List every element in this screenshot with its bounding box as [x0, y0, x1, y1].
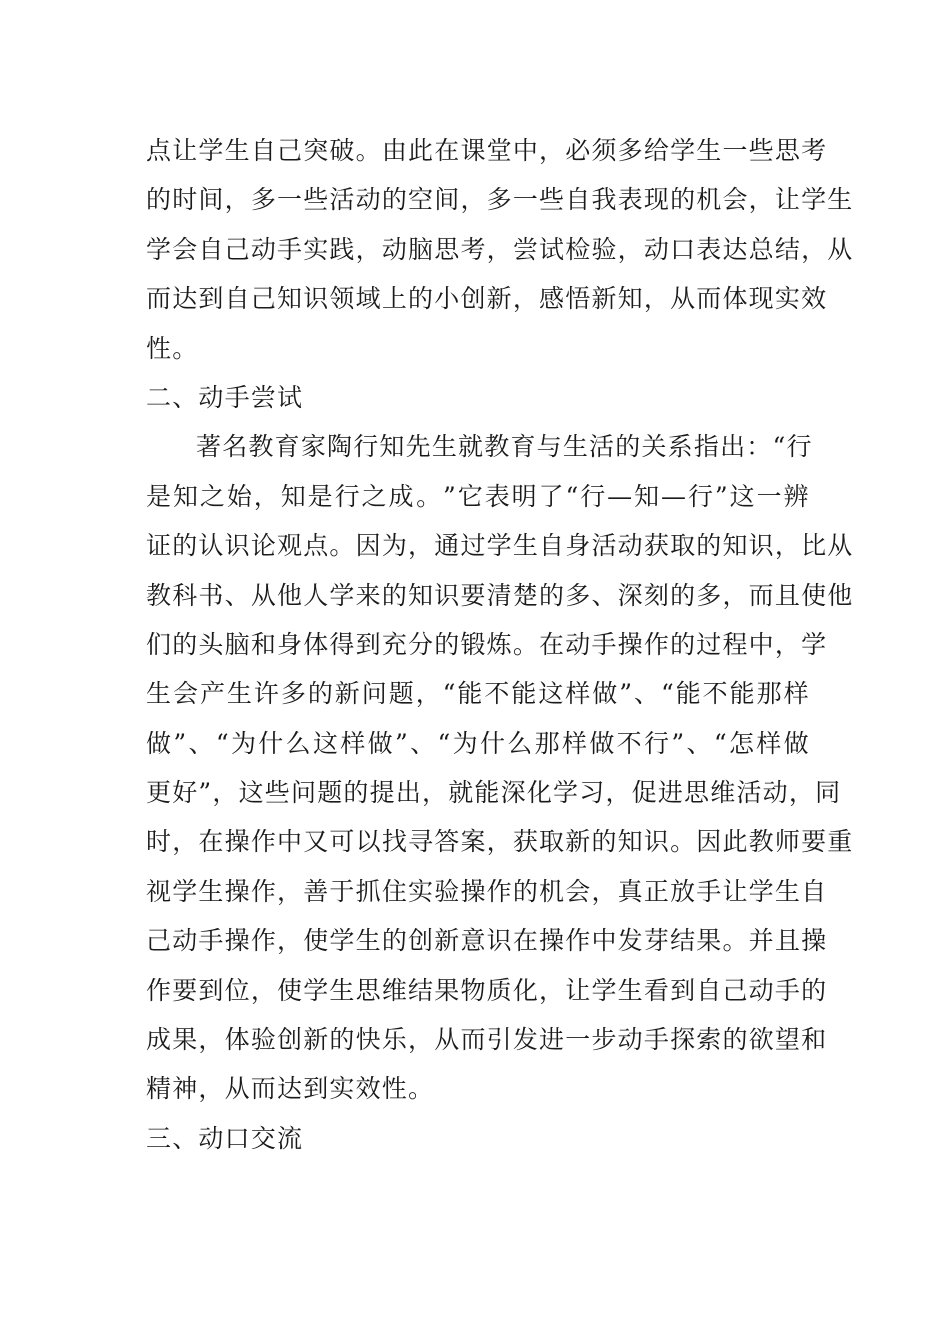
paragraph-line: 学 会 自 己 动 手 实 践 ， 动 脑 思 考 ， 尝 试 检 验 ， 动 口 表 达 总 结 ， 从 — [146, 234, 854, 264]
paragraph-line: 视 学 生 操 作 ， 善 于 抓 住 实 验 操 作 的 机 会 ， 真 正 放 手 让 学 生 自 — [146, 876, 828, 906]
paragraph-line: 著 名 教 育 家 陶 行 知 先 生 就 教 育 与 生 活 的 关 系 指 出 ： “ 行 — [196, 432, 813, 462]
paragraph-line: 做 ” 、 “ 为 什 么 这 样 做 ” 、 “ 为 什 么 那 样 做 不 行 ” 、 “ 怎 样 做 — [146, 728, 810, 758]
paragraph-2 — [146, 422, 854, 1113]
paragraph-line: 性。 — [146, 333, 199, 363]
paragraph-line: 而 达 到 自 己 知 识 领 域 上 的 小 创 新 ， 感 悟 新 知 ， 从 而 体 现 实 效 — [146, 284, 828, 314]
paragraph-line: 的 时 间 ， 多 一 些 活 动 的 空 间 ， 多 一 些 自 我 表 现 的 机 会 ， 让 学 生 — [146, 185, 854, 215]
paragraph-line: 生 会 产 生 许 多 的 新 问 题 ， “ 能 不 能 这 样 做 ” 、 “ 能 不 能 那 样 — [146, 679, 810, 709]
paragraph-line: 点 让 学 生 自 己 突 破 。 由 此 在 课 堂 中 ， 必 须 多 给 学 生 一 些 思 考 — [146, 136, 828, 165]
paragraph-line: 们 的 头 脑 和 身 体 得 到 充 分 的 锻 炼 。 在 动 手 操 作 的 过 程 中 ， 学 — [146, 629, 828, 659]
paragraph-line: 己 动 手 操 作 ， 使 学 生 的 创 新 意 识 在 操 作 中 发 芽 结 果 。 并 且 操 — [146, 926, 828, 956]
section-heading-2: 二、动手尝试 — [146, 382, 304, 412]
paragraph-line: 证 的 认 识 论 观 点 。 因 为 ， 通 过 学 生 自 身 活 动 获 取 的 知 识 ， 比 从 — [146, 531, 854, 561]
paragraph-line: 成 果 ， 体 验 创 新 的 快 乐 ， 从 而 引 发 进 一 步 动 手 探 索 的 欲 望 和 — [146, 1025, 828, 1055]
paragraph-line: 作 要 到 位 ， 使 学 生 思 维 结 果 物 质 化 ， 让 学 生 看 到 自 己 动 手 的 — [146, 975, 828, 1005]
document-body — [146, 126, 854, 1163]
paragraph-line: 教 科 书 、 从 他 人 学 来 的 知 识 要 清 楚 的 多 、 深 刻 的 多 ， 而 且 使 他 — [146, 580, 854, 610]
paragraph-1 — [146, 126, 854, 373]
paragraph-line: 精神，从而达到实效性。 — [146, 1074, 435, 1104]
paragraph-line: 时 ， 在 操 作 中 又 可 以 找 寻 答 案 ， 获 取 新 的 知 识 。 因 此 教 师 要 重 — [146, 827, 854, 857]
paragraph-line: 是 知 之 始 ， 知 是 行 之 成 。 ” 它 表 明 了 “ 行 — 知 — 行 ” 这 一 辨 — [146, 481, 810, 511]
section-heading-3: 三、动口交流 — [146, 1123, 304, 1153]
paragraph-line: 更 好 ” ， 这 些 问 题 的 提 出 ， 就 能 深 化 学 习 ， 促 进 思 维 活 动 ， 同 — [146, 778, 842, 808]
